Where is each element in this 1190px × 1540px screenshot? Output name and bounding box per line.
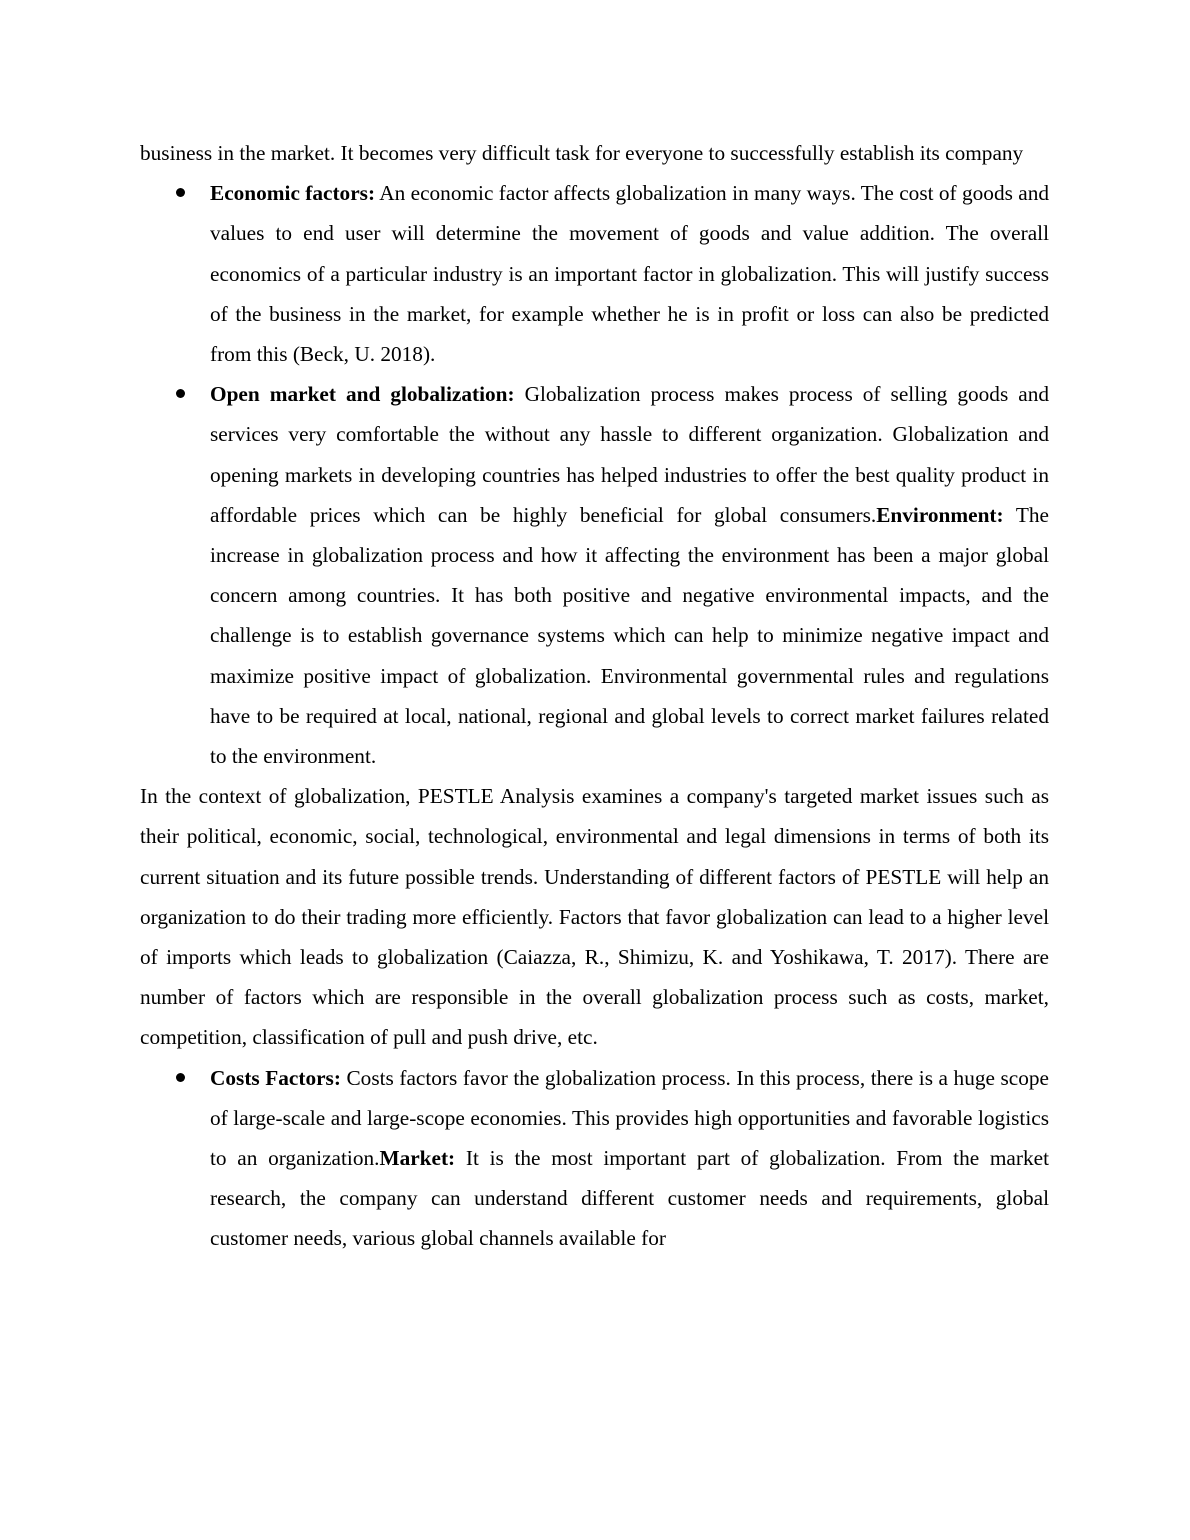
bullet-subbody: It is the most important part of globalization. From the market research, the company can understand different customer needs and requirements, global customer needs, various global channels available for <box>210 1146 1049 1251</box>
bullet-subheading: Market: <box>379 1146 456 1171</box>
bullet-heading: Economic factors: <box>210 181 376 206</box>
bullet-icon <box>176 389 185 398</box>
bullet-heading: Open market and globalization: <box>210 382 515 407</box>
bullet-icon <box>176 188 185 197</box>
list-item <box>140 374 1049 776</box>
bullet-heading: Costs Factors: <box>210 1065 341 1090</box>
pestle-paragraph: In the context of globalization, PESTLE Analysis examines a company's targeted market issues such as their political, economic, social, technological, environmental and legal dimensions in terms of both its current situation and its future possible trends. Understanding of different factors of PESTLE will help an organization to do their trading more efficiently. Factors that favor globalization can lead to a higher level of imports which leads to globalization (Caiazza, R., Shimizu, K. and Yoshikawa, T. 2017). There are number of factors which are responsible in the overall globalization process such as costs, market, competition, classification of pull and push drive, etc. <box>140 784 1049 1050</box>
bullet-icon <box>176 1073 185 1082</box>
list-item <box>140 1058 1049 1259</box>
bullet-body: Globalization process makes process of selling goods and services very comfortable the without any hassle to different organization. Globalization and opening markets in developing countries has helped industries to offer the best quality product in affordable prices which can be highly beneficial for global consumers. <box>210 382 1050 527</box>
bullet-subheading: Environment: <box>876 502 1004 527</box>
document-page <box>140 133 1049 1259</box>
bullet-body: An economic factor affects globalization in many ways. The cost of goods and values to end user will determine the movement of goods and value addition. The overall economics of a particular industry is an important factor in globalization. This will justify success of the business in the market, for example whether he is in profit or loss can also be predicted from this (Beck, U. 2018). <box>210 181 1049 367</box>
factor-list-2 <box>140 1058 1049 1259</box>
list-item <box>140 173 1049 374</box>
bullet-body: Costs factors favor the globalization process. In this process, there is a huge scope of large-scale and large-scope economies. This provides high opportunities and favorable logistics to an organization. <box>210 1065 1049 1171</box>
factor-list-1 <box>140 173 1049 776</box>
bullet-subbody: The increase in globalization process and how it affecting the environment has been a major global concern among countries. It has both positive and negative environmental impacts, and the challenge is to establish governance systems which can help to minimize negative impact and maximize positive impact of globalization. Environmental governmental rules and regulations have to be required at local, national, regional and global levels to correct market failures related to the environment. <box>210 502 1049 769</box>
intro-paragraph: business in the market. It becomes very difficult task for everyone to successfully establish its company <box>140 141 1024 165</box>
